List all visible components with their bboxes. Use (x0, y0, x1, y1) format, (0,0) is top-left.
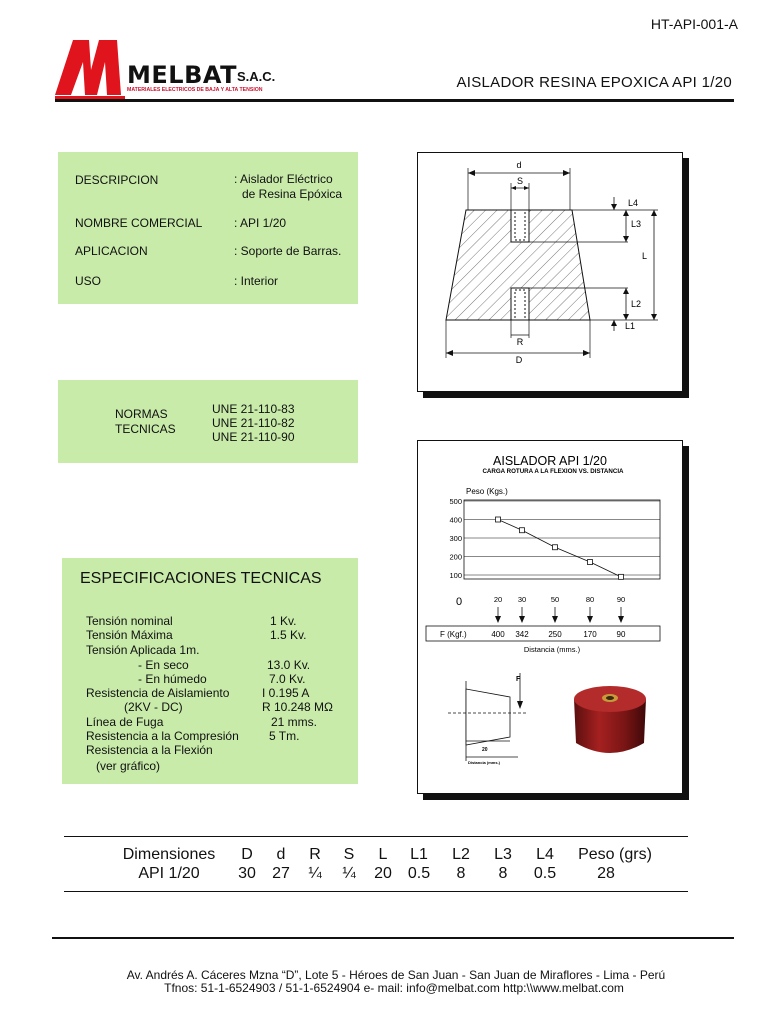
spec-label: Tensión nominal (86, 614, 173, 628)
y-tick-label: 400 (449, 515, 462, 525)
diagram-force-label: F (516, 676, 521, 683)
dim-value: API 1/20 (138, 865, 200, 882)
dim-header: Dimensiones (122, 846, 216, 863)
dim-value: 8 (498, 865, 508, 882)
application-value: : Soporte de Barras. (234, 244, 342, 258)
dim-label-D: D (515, 355, 523, 365)
dim-value: 30 (238, 865, 256, 882)
spec-value: 13.0 Kv. (267, 658, 311, 672)
brand-tagline: MATERIALES ELECTRICOS DE BAJA Y ALTA TENSION (127, 87, 263, 93)
desc-value (234, 172, 342, 202)
force-table-label: F (Kgf.) (440, 630, 467, 639)
data-point (520, 528, 525, 533)
desc-value-line: de Resina Epóxica (242, 187, 343, 201)
x-tick-arrowhead (495, 616, 501, 623)
page-title: AISLADOR RESINA EPOXICA API 1/20 (456, 74, 732, 91)
dim-header: L4 (536, 846, 554, 863)
dim-value: ¼ (342, 865, 356, 882)
footer-contact: Tfnos: 51-1-6524903 / 51-1-6524904 e- mail: info@melbat.com http:\\www.melbat.com (164, 981, 624, 995)
x-tick-arrowhead (519, 616, 525, 623)
dim-header: L2 (452, 846, 470, 863)
diagram-axis-label: Distancia (mms.) (468, 760, 501, 765)
specs-box (62, 558, 358, 784)
normas-label (115, 407, 176, 437)
desc-value-line: : Aislador Eléctrico (234, 172, 333, 186)
spec-label: Línea de Fuga (86, 715, 164, 729)
chart-title: AISLADOR API 1/20 (493, 454, 607, 468)
spec-value: 7.0 Kv. (269, 672, 306, 686)
dim-label-l4: L4 (628, 198, 639, 208)
y-tick-label: 500 (449, 497, 462, 506)
norma-item: UNE 21-110-82 (212, 416, 295, 430)
dim-header: R (309, 846, 321, 863)
specs-heading: ESPECIFICACIONES TECNICAS (80, 570, 322, 587)
diagram-distance-label: 20 (482, 747, 488, 753)
spec-value: 5 Tm. (269, 729, 300, 743)
dim-label-d: d (516, 160, 522, 170)
spec-value: 1 Kv. (270, 614, 297, 628)
data-point (496, 517, 501, 522)
normas-label-line: TECNICAS (115, 422, 176, 436)
flexion-chart-panel (417, 440, 683, 794)
x-tick-label: 30 (517, 595, 527, 604)
header-divider (55, 99, 734, 102)
dim-label-l1: L1 (625, 321, 636, 331)
x-tick-label: 20 (493, 595, 503, 604)
x-tick-label: 50 (550, 595, 560, 604)
load-diagram (448, 673, 528, 765)
spec-value: 21 mms. (271, 715, 318, 729)
dim-header: L (378, 846, 388, 863)
norma-item: UNE 21-110-83 (212, 402, 295, 416)
x-tick-label: 90 (616, 595, 626, 604)
document-code: HT-API-001-A (650, 16, 738, 32)
chart-xlabel: Distancia (mms.) (523, 645, 581, 654)
x-tick-arrowhead (587, 616, 593, 623)
y-tick-label: 100 (449, 571, 462, 580)
use-value: : Interior (234, 274, 279, 288)
spec-label: - En húmedo (138, 672, 207, 686)
x-tick-label: 80 (585, 595, 595, 604)
dimensions-bottom-rule (64, 891, 688, 892)
force-table-value: 170 (583, 630, 597, 639)
spec-value: 1.5 Kv. (270, 628, 307, 642)
description-box (58, 152, 358, 304)
footer-address: Av. Andrés A. Cáceres Mzna “D”, Lote 5 - Héroes de San Juan - San Juan de Miraflores - Lima - Perú (126, 968, 666, 982)
dimensions-table (0, 846, 768, 886)
product-photo (574, 686, 646, 753)
technical-drawing-panel (417, 152, 683, 392)
dim-header: Peso (grs) (578, 846, 652, 863)
use-label: USO (75, 274, 102, 288)
data-point (588, 560, 593, 565)
spec-value: I 0.195 A (262, 686, 310, 700)
dim-label-s: S (516, 176, 524, 186)
dim-header: L3 (494, 846, 512, 863)
brand-suffix: S.A.C. (237, 69, 276, 84)
spec-label: - En seco (138, 658, 189, 672)
spec-label: (ver gráfico) (96, 759, 161, 773)
dim-label-l3: L3 (631, 219, 642, 229)
commercial-name-value: : API 1/20 (234, 216, 287, 230)
spec-label: Resistencia de Aislamiento (86, 686, 230, 700)
dim-value: 8 (456, 865, 466, 882)
spec-label: Tensión Aplicada 1m. (86, 643, 200, 657)
norma-item: UNE 21-110-90 (212, 430, 295, 444)
chart-subtitle: CARGA ROTURA A LA FLEXION VS. DISTANCIA (482, 468, 624, 475)
force-table-value: 90 (616, 630, 626, 639)
chart-ylabel: Peso (Kgs.) (466, 487, 508, 496)
dim-label-l2: L2 (631, 299, 642, 309)
dim-header: S (343, 846, 355, 863)
application-label: APLICACION (75, 244, 148, 258)
spec-label: Resistencia a la Compresión (86, 729, 239, 743)
brand-name: MELBAT (127, 61, 237, 89)
spec-label: Tensión Máxima (86, 628, 173, 642)
force-table-value: 342 (515, 630, 529, 639)
force-table-value: 250 (548, 630, 562, 639)
series-line (498, 520, 621, 577)
spec-label: (2KV - DC) (124, 700, 183, 714)
dim-header: L1 (410, 846, 428, 863)
dim-value: 28 (597, 865, 615, 882)
dim-value: ¼ (308, 865, 322, 882)
footer-divider (52, 937, 734, 939)
data-point (619, 574, 624, 579)
spec-value: R 10.248 MΩ (262, 700, 334, 714)
dim-label-r: R (516, 337, 524, 347)
normas-label-line: NORMAS (115, 407, 168, 421)
desc-label: DESCRIPCION (75, 173, 159, 187)
dim-label-l: L (642, 251, 648, 261)
insulator-drawing (418, 153, 682, 391)
dim-value: 27 (272, 865, 290, 882)
dim-header: d (276, 846, 286, 863)
plot-frame (464, 500, 660, 579)
dim-value: 0.5 (407, 865, 431, 882)
normas-list (212, 402, 295, 444)
spec-label: Resistencia a la Flexión (86, 743, 213, 757)
normas-box (58, 380, 358, 463)
y-tick-label: 200 (449, 552, 462, 562)
chart-origin-label: 0 (455, 596, 463, 608)
dim-value: 20 (374, 865, 392, 882)
x-tick-arrowhead (552, 616, 558, 623)
commercial-name-label: NOMBRE COMERCIAL (75, 216, 203, 230)
y-tick-label: 300 (449, 534, 462, 543)
x-tick-arrowhead (618, 616, 624, 623)
dim-value: 0.5 (533, 865, 557, 882)
dimensions-top-rule (64, 836, 688, 837)
flexion-chart (418, 441, 682, 793)
dim-header: D (241, 846, 253, 863)
force-table-value: 400 (491, 630, 505, 639)
data-point (553, 545, 558, 550)
